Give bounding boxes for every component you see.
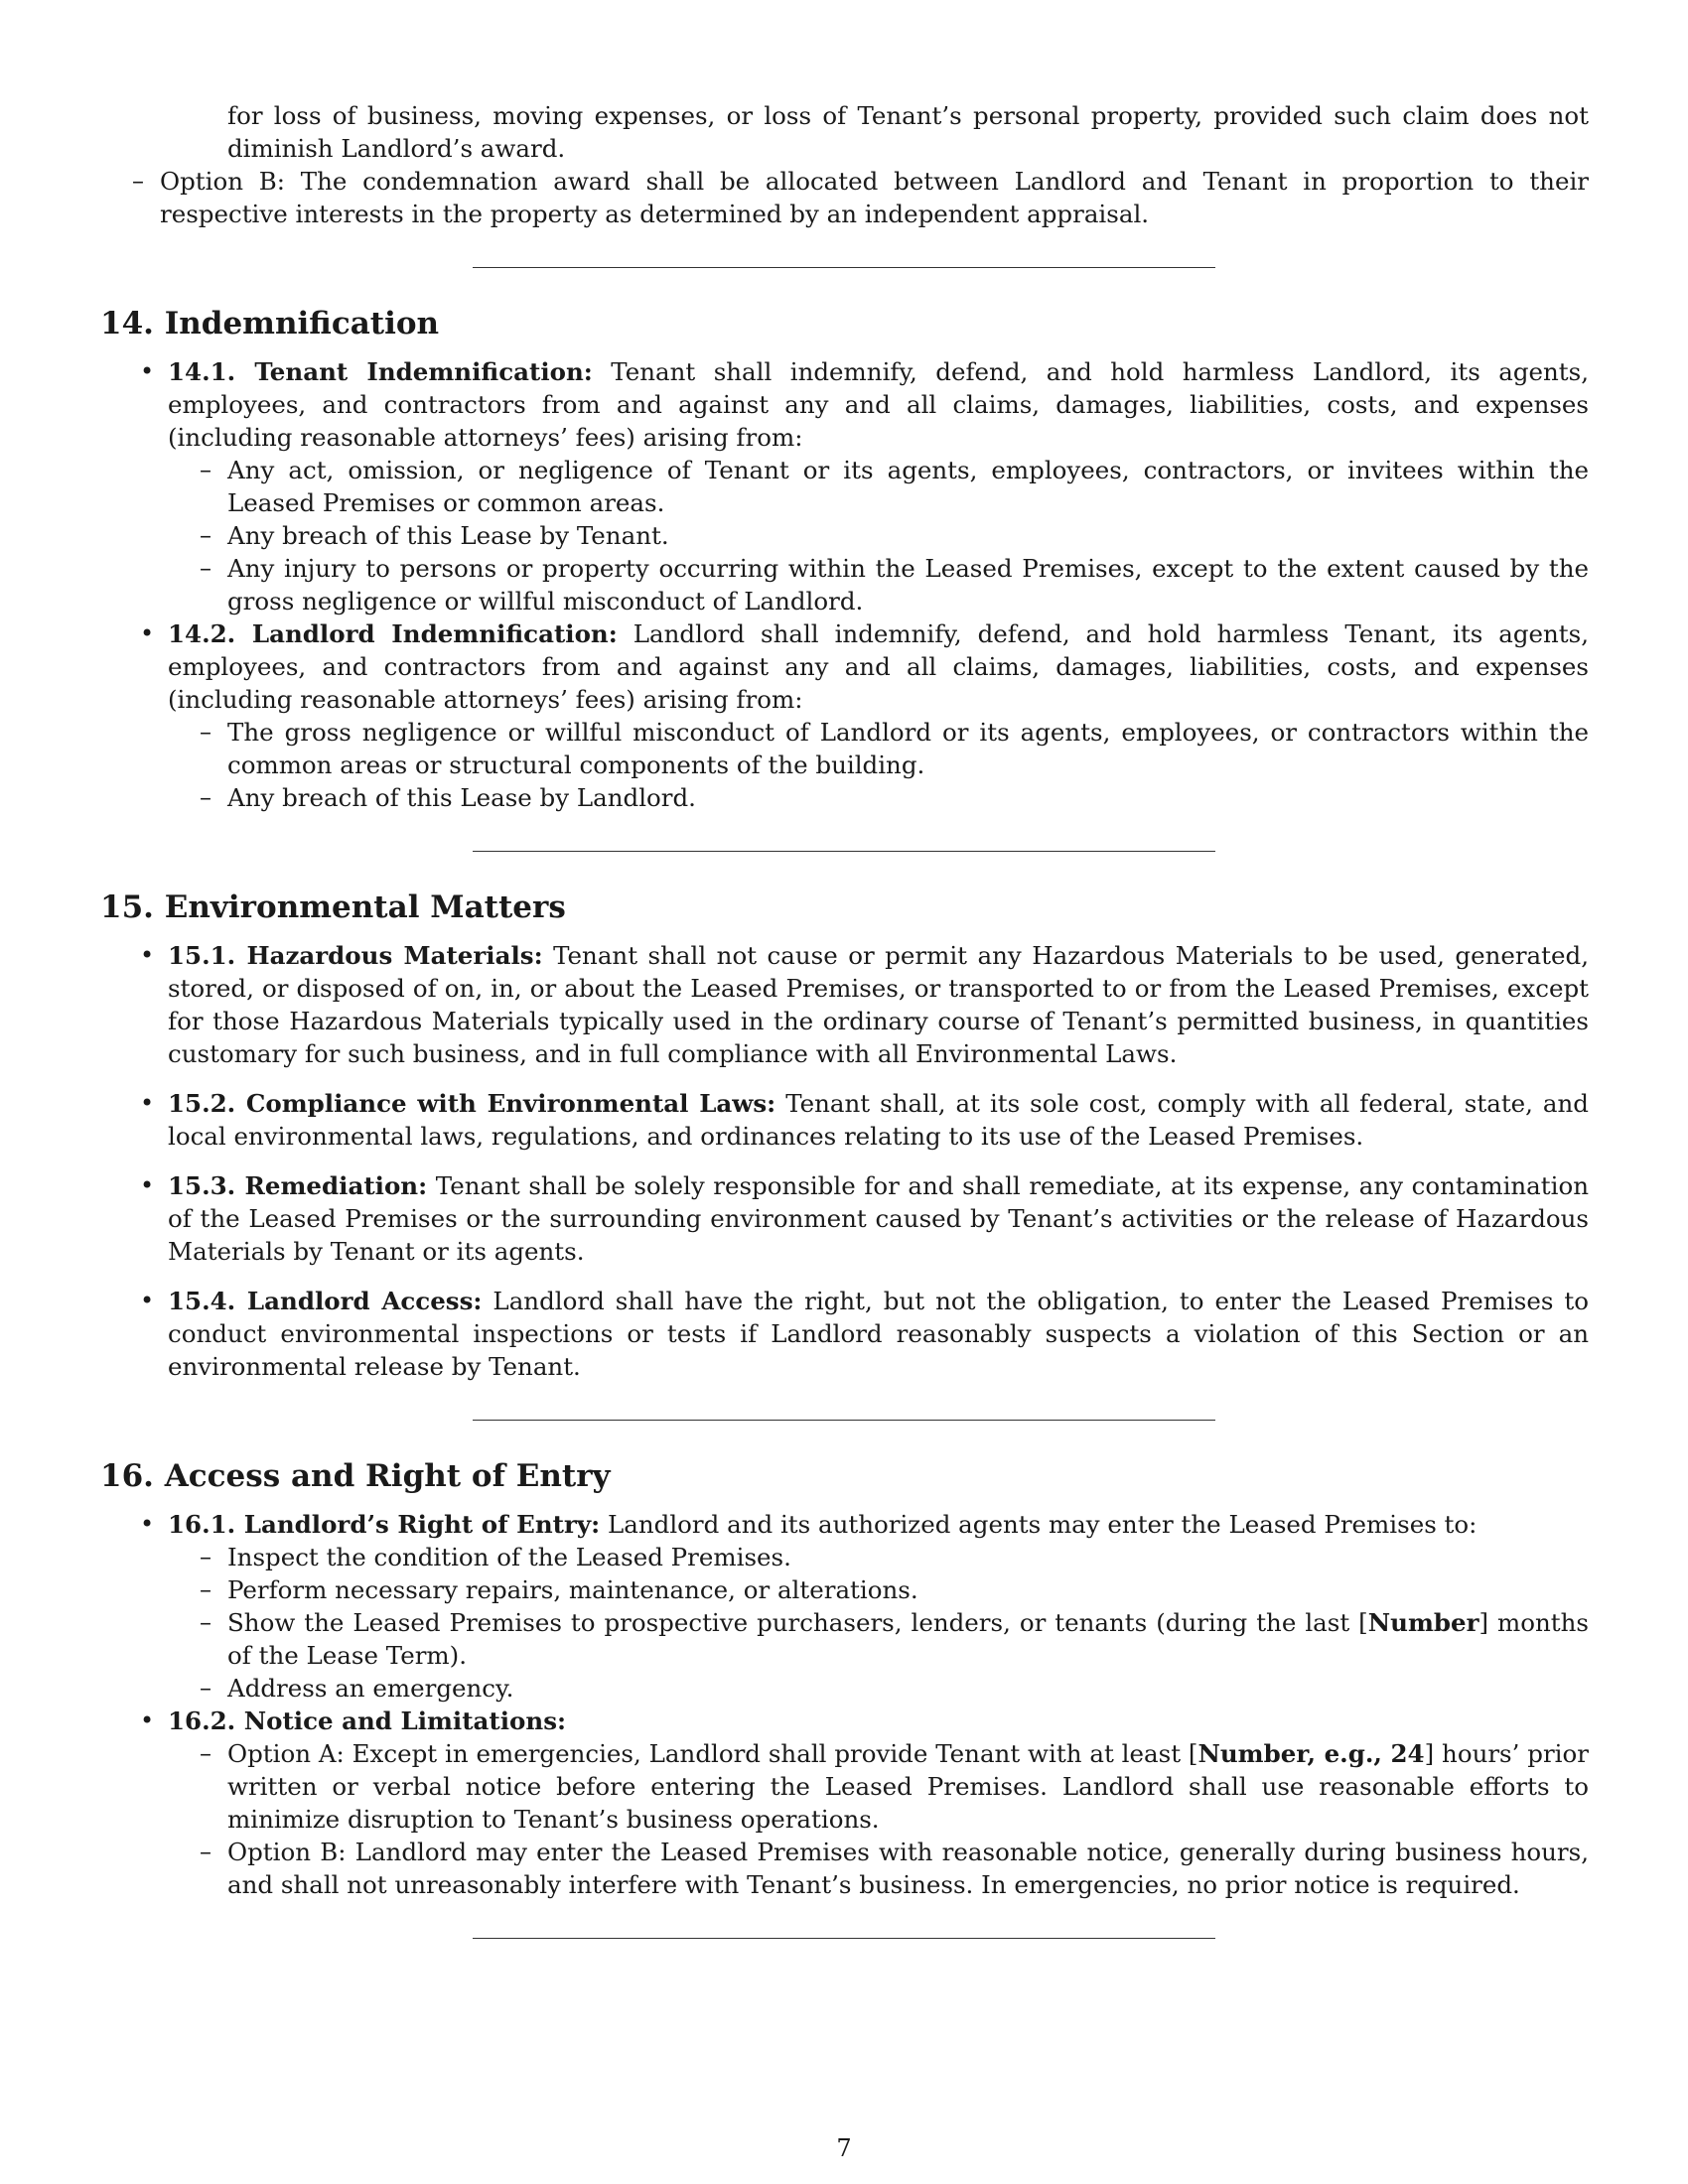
clause-14-2-label: 14.2. Landlord Indemnification: <box>168 619 618 648</box>
bullet-marker: • <box>140 619 155 647</box>
clause-14-1-sublist <box>168 454 1589 617</box>
dash-marker: – <box>200 1543 211 1570</box>
clause-15-4 <box>100 1285 1589 1383</box>
clause-16-1-sub-3 <box>168 1606 1589 1672</box>
clause-16-2-option-b <box>168 1836 1589 1901</box>
section-16-list <box>100 1508 1589 1901</box>
option-b-text: Option B: The condemnation award shall be allocated between Landlord and Tenant in proportion to their respective interests in the property as determined by an independent appraisal. <box>160 167 1589 228</box>
dash-marker: – <box>132 167 144 195</box>
sub-item-text: ] months of the Lease Term). <box>227 1608 1590 1670</box>
bullet-marker: • <box>140 1510 155 1538</box>
clause-14-2-sub-1 <box>168 716 1589 781</box>
clause-16-1-sub-2 <box>168 1573 1589 1606</box>
dash-marker: – <box>200 521 211 549</box>
sub-item-text: Inspect the condition of the Leased Premises. <box>227 1543 791 1571</box>
dash-marker: – <box>200 718 211 746</box>
sub-item-text: ] hours’ prior written or verbal notice before entering the Leased Premises. Landlord shall use reasonable efforts to minimize disruption to Tenant’s business operations. <box>227 1739 1589 1834</box>
dash-marker: – <box>200 1608 211 1636</box>
dash-marker: – <box>200 1838 211 1865</box>
clause-14-2 <box>100 617 1589 814</box>
clause-15-3 <box>100 1169 1589 1268</box>
bullet-marker: • <box>140 357 155 385</box>
clause-16-1-sub-1 <box>168 1541 1589 1573</box>
sub-item-text: Any breach of this Lease by Tenant. <box>227 521 669 550</box>
sub-item-text: Perform necessary repairs, maintenance, or alterations. <box>227 1575 918 1604</box>
clause-15-1 <box>100 939 1589 1070</box>
sub-item-text: Option A: Except in emergencies, Landlord shall provide Tenant with at least [ <box>227 1739 1198 1768</box>
continued-options-list <box>100 165 1589 230</box>
clause-14-2-sub-2 <box>168 781 1589 814</box>
bullet-marker: • <box>140 1089 155 1117</box>
sub-item-text: The gross negligence or willful misconduct of Landlord or its agents, employees, or contractors within the common areas or structural components of the building. <box>227 718 1589 779</box>
clause-15-3-label: 15.3. Remediation: <box>168 1171 428 1200</box>
sub-item-text: Show the Leased Premises to prospective purchasers, lenders, or tenants (during the last [ <box>227 1608 1368 1637</box>
bullet-marker: • <box>140 1171 155 1199</box>
sub-item-text: Any act, omission, or negligence of Tenant or its agents, employees, contractors, or invitees within the Leased Premises or common areas. <box>227 456 1589 517</box>
clause-16-2-option-a <box>168 1737 1589 1836</box>
dash-marker: – <box>200 1674 211 1702</box>
sub-item-text: Option B: Landlord may enter the Leased Premises with reasonable notice, generally during business hours, and shall not unreasonably interfere with Tenant’s business. In emergencies, no prior notice is required. <box>227 1838 1589 1899</box>
clause-15-2-text: Tenant shall, at its sole cost, comply with all federal, state, and local environmental laws, regulations, and ordinances relating to its use of the Leased Premises. <box>168 1089 1589 1151</box>
section-divider <box>473 851 1215 852</box>
clause-14-1-label: 14.1. Tenant Indemnification: <box>168 357 593 386</box>
clause-14-1-sub-2 <box>168 519 1589 552</box>
clause-15-2 <box>100 1087 1589 1153</box>
dash-marker: – <box>200 1739 211 1767</box>
clause-15-4-text: Landlord shall have the right, but not the obligation, to enter the Leased Premises to conduct environmental inspections or tests if Landlord reasonably suspects a violation of this Section or an environmental release by Tenant. <box>168 1287 1589 1381</box>
continued-option-a-text: for loss of business, moving expenses, or loss of Tenant’s personal property, provided such claim does not diminish Landlord’s award. <box>227 101 1589 163</box>
clause-16-1-label: 16.1. Landlord’s Right of Entry: <box>168 1510 601 1539</box>
sub-item-text: Any breach of this Lease by Landlord. <box>227 783 696 812</box>
section-divider <box>473 1938 1215 1939</box>
section-15-heading: 15. Environmental Matters <box>100 889 566 925</box>
bullet-marker: • <box>140 941 155 969</box>
dash-marker: – <box>200 554 211 582</box>
clause-16-2-label: 16.2. Notice and Limitations: <box>168 1706 567 1735</box>
clause-15-1-text: Tenant shall not cause or permit any Hazardous Materials to be used, generated, stored, or disposed of on, in, or about the Leased Premises, or transported to or from the Leased Premises, except for those Hazardous Materials typically used in the ordinary course of Tenant’s permitted business, in quantities customary for such business, and in full compliance with all Environmental Laws. <box>168 941 1589 1068</box>
placeholder-number: Number <box>1367 1608 1479 1637</box>
section-divider <box>473 267 1215 268</box>
clause-16-1-text: Landlord and its authorized agents may enter the Leased Premises to: <box>600 1510 1477 1539</box>
section-14-heading: 14. Indemnification <box>100 306 440 341</box>
clause-14-2-text: Landlord shall indemnify, defend, and hold harmless Tenant, its agents, employees, and contractors from and against any and all claims, damages, liabilities, costs, and expenses (including reasonable attorneys’ fees) arising from: <box>168 619 1589 714</box>
clause-14-1-sub-1 <box>168 454 1589 519</box>
placeholder-hours: Number, e.g., 24 <box>1197 1739 1425 1768</box>
bullet-marker: • <box>140 1287 155 1314</box>
clause-14-1-text: Tenant shall indemnify, defend, and hold harmless Landlord, its agents, employees, and contractors from and against any and all claims, damages, liabilities, costs, and expenses (including reasonable attorneys’ fees) arising from: <box>168 357 1590 452</box>
section-divider <box>473 1420 1215 1421</box>
clause-16-1-sub-4 <box>168 1672 1589 1705</box>
clause-14-1-sub-3 <box>168 552 1589 617</box>
page-number: 7 <box>836 2134 852 2162</box>
clause-15-4-label: 15.4. Landlord Access: <box>168 1287 483 1315</box>
clause-16-2-sublist <box>168 1737 1589 1901</box>
sub-item-text: Any injury to persons or property occurring within the Leased Premises, except to the extent caused by the gross negligence or willful misconduct of Landlord. <box>227 554 1589 615</box>
clause-14-2-sublist <box>168 716 1589 814</box>
dash-marker: – <box>200 456 211 483</box>
clause-14-1 <box>100 355 1589 617</box>
clause-16-2 <box>100 1705 1589 1901</box>
section-14-list <box>100 355 1589 814</box>
dash-marker: – <box>200 783 211 811</box>
clause-15-3-text: Tenant shall be solely responsible for and shall remediate, at its expense, any contamination of the Leased Premises or the surrounding environment caused by Tenant’s activities or the release of Hazardous Materials by Tenant or its agents. <box>168 1171 1590 1266</box>
clause-16-1-sublist <box>168 1541 1589 1705</box>
section-16-heading: 16. Access and Right of Entry <box>100 1458 611 1494</box>
sub-item-text: Address an emergency. <box>227 1674 514 1703</box>
option-b-item <box>100 165 1589 230</box>
section-15-list <box>100 939 1589 1383</box>
dash-marker: – <box>200 1575 211 1603</box>
clause-16-1 <box>100 1508 1589 1705</box>
page-content <box>100 99 1589 1939</box>
clause-15-2-label: 15.2. Compliance with Environmental Laws: <box>168 1089 776 1118</box>
bullet-marker: • <box>140 1706 155 1734</box>
clause-15-1-label: 15.1. Hazardous Materials: <box>168 941 543 970</box>
